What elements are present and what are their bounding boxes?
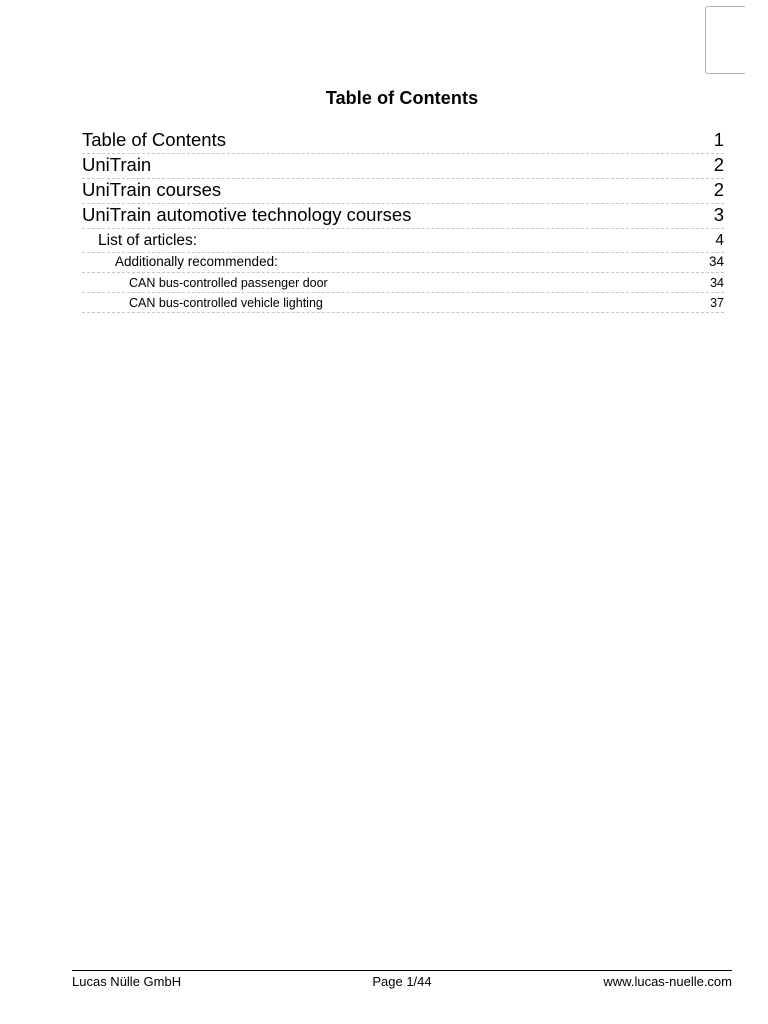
toc-entry[interactable] xyxy=(82,253,724,273)
footer-website[interactable]: www.lucas-nuelle.com xyxy=(603,974,732,989)
toc-entry-label: CAN bus-controlled vehicle lighting xyxy=(129,296,323,310)
footer-page-indicator: Page 1/44 xyxy=(372,974,432,989)
toc-entry-page: 3 xyxy=(713,204,724,225)
toc-entry[interactable] xyxy=(82,229,724,253)
toc-entry[interactable] xyxy=(82,154,724,179)
toc-entry-page: 2 xyxy=(713,179,724,200)
toc-entry-page: 34 xyxy=(710,276,724,290)
toc-entry-label: Table of Contents xyxy=(82,129,226,150)
page-corner-frame xyxy=(705,6,745,74)
toc-entry-label: UniTrain automotive technology courses xyxy=(82,204,412,225)
toc-entry[interactable] xyxy=(82,293,724,313)
toc-entry-label: List of articles: xyxy=(98,232,198,249)
toc-entry-label: Additionally recommended: xyxy=(115,254,278,269)
toc-entry[interactable] xyxy=(82,273,724,293)
toc-entry-page: 37 xyxy=(710,296,724,310)
toc-entry-label: UniTrain courses xyxy=(82,179,222,200)
toc-entry-page: 2 xyxy=(713,154,724,175)
toc-entry[interactable] xyxy=(82,179,724,204)
table-of-contents xyxy=(82,129,724,313)
toc-entry-page: 34 xyxy=(708,254,724,269)
toc-entry[interactable] xyxy=(82,129,724,154)
toc-entry-label: CAN bus-controlled passenger door xyxy=(129,276,328,290)
toc-entry-page: 1 xyxy=(713,129,724,150)
footer-company: Lucas Nülle GmbH xyxy=(72,974,182,989)
toc-entry-page: 4 xyxy=(715,232,724,249)
toc-entry[interactable] xyxy=(82,204,724,229)
page-title: Table of Contents xyxy=(325,88,479,108)
page-footer xyxy=(72,970,732,989)
toc-entry-label: UniTrain xyxy=(82,154,152,175)
